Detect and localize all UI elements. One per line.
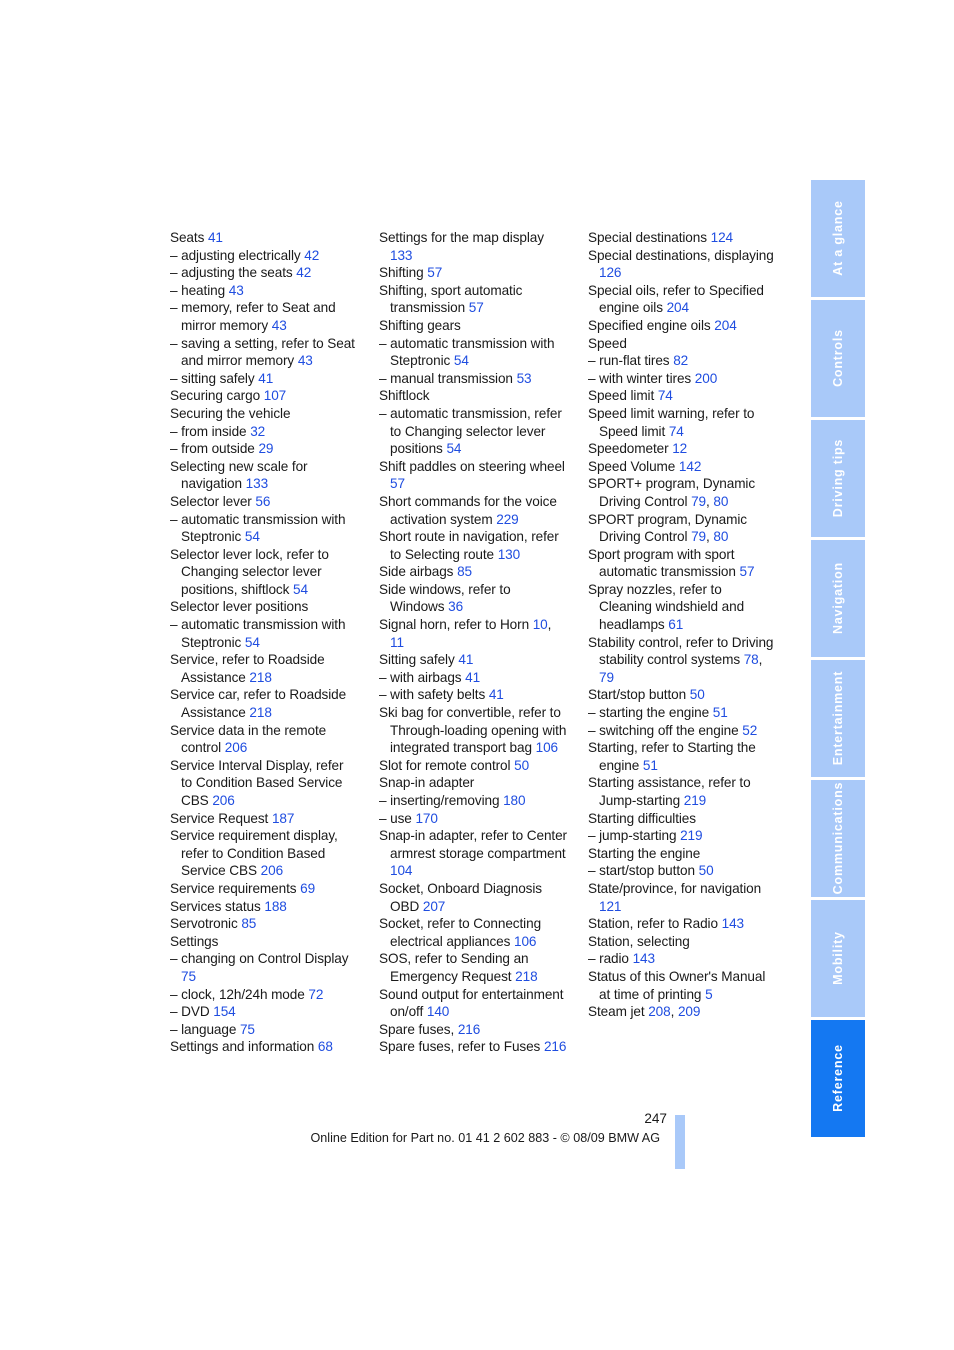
index-entry-text: Short route in navigation, refer to Selecting route — [379, 529, 559, 562]
index-entry-text: Selector lever positions — [170, 599, 309, 615]
index-entry-text: Special destinations — [588, 230, 707, 245]
page-link[interactable]: 54 — [446, 441, 462, 457]
index-column-2 — [379, 229, 567, 1056]
page-link[interactable]: 104 — [390, 863, 413, 879]
page-link[interactable]: 42 — [296, 265, 312, 281]
page-link[interactable]: 206 — [212, 793, 235, 808]
index-entry — [379, 528, 567, 563]
sidebar-tab[interactable] — [811, 180, 865, 297]
index-entry — [588, 722, 776, 740]
index-entry-text: Sport program with sport automatic transmission — [588, 546, 736, 580]
page-link[interactable]: 204 — [714, 317, 737, 333]
index-entry — [170, 247, 358, 265]
index-entry-text: Snap-in adapter — [379, 775, 475, 791]
index-entry-text: – saving a setting, refer to Seat and mirror memory — [170, 335, 355, 369]
index-entry-text: Securing cargo — [170, 388, 261, 404]
index-entry-text: – from outside — [170, 441, 255, 457]
index-entry-text: SOS, refer to Sending an Emergency Request — [379, 951, 529, 984]
sidebar-tab-label: Controls — [831, 329, 845, 387]
index-entry — [170, 546, 358, 599]
index-entry — [170, 986, 358, 1004]
page-link[interactable]: 51 — [642, 757, 658, 773]
index-entry — [588, 458, 776, 476]
index-entry-text: Service Request — [170, 810, 269, 826]
sidebar-tab[interactable] — [811, 420, 865, 537]
index-entry — [170, 933, 358, 951]
index-entry — [170, 1003, 358, 1021]
index-entry-text: Side windows, refer to Windows — [379, 581, 511, 615]
page-link[interactable]: 80 — [713, 493, 729, 509]
index-entry — [379, 317, 567, 335]
page-link[interactable]: 143 — [721, 916, 745, 932]
index-entry — [588, 387, 776, 405]
index-entry-text: Spare fuses, — [379, 1021, 455, 1037]
index-entry-text: Speed limit warning, refer to Speed limit — [588, 405, 755, 439]
page-link[interactable]: 54 — [293, 581, 308, 597]
sidebar-tab[interactable] — [811, 1020, 865, 1137]
footer-edition: Online Edition for Part no. 01 41 2 602 883 - © 08/09 BMW AG — [310, 1131, 660, 1145]
index-entry — [588, 440, 776, 458]
page-link[interactable]: 43 — [228, 282, 244, 298]
index-entry-text: Settings for the map display — [379, 230, 544, 245]
index-entry — [379, 651, 567, 669]
index-entry: Signal horn, refer to Horn 10, 11 — [379, 617, 552, 650]
index-entry — [170, 686, 358, 721]
page-link[interactable]: 78 — [743, 652, 759, 668]
index-entry-text: Sitting safely — [379, 652, 455, 668]
index-entry — [170, 440, 358, 458]
index-entry-text: – run-flat tires — [588, 353, 670, 369]
index-entry-text: Special oils, refer to Specified engine oils — [588, 282, 764, 316]
index-entry-text: Signal horn, refer to Horn — [379, 617, 530, 633]
page-link[interactable]: 43 — [297, 353, 313, 369]
index-entry-text: Starting the engine — [588, 845, 701, 861]
page-link[interactable]: 200 — [694, 370, 718, 386]
index-entry — [379, 757, 567, 775]
index-column-3 — [588, 229, 776, 1021]
index-entry-text: – automatic transmission with Steptronic — [170, 511, 346, 545]
index-entry-text: Shifting — [379, 265, 424, 281]
index-entry-text: – automatic transmission with Steptronic — [379, 335, 555, 369]
page-link[interactable]: 69 — [300, 880, 316, 896]
index-entry-text: Selector lever lock, refer to Changing selector lever positions, shiftlock — [170, 546, 329, 597]
page-link[interactable]: 57 — [468, 300, 484, 316]
index-entry-text: Socket, Onboard Diagnosis OBD — [379, 880, 542, 914]
index-entry — [170, 880, 358, 898]
index-entry-text: – DVD — [170, 1004, 210, 1020]
index-entry — [588, 282, 776, 317]
page-number: 247 — [644, 1111, 667, 1126]
index-entry-text: Ski bag for convertible, refer to Through-loading opening with integrated transport bag — [379, 705, 567, 756]
index-entry — [588, 810, 776, 828]
index-entry — [379, 581, 567, 616]
index-entry — [170, 370, 358, 388]
index-entry — [170, 1021, 358, 1039]
index-entry — [170, 423, 358, 441]
index-entry-text: – use — [379, 810, 412, 826]
sidebar-tab[interactable] — [811, 660, 865, 777]
index-entry-text: – with winter tires — [588, 370, 692, 386]
index-entry-text: SPORT program, Dynamic Driving Control — [588, 511, 747, 545]
page-link[interactable]: 187 — [271, 810, 295, 826]
index-entry-text: Seats — [170, 230, 205, 245]
index-entry — [588, 827, 776, 845]
index-entry — [588, 704, 776, 722]
index-entry-text: Speed — [588, 335, 627, 351]
index-entry-text: Settings — [170, 933, 219, 949]
index-entry-text: – changing on Control Display — [170, 951, 349, 967]
index-entry-text: – from inside — [170, 423, 247, 439]
index-entry-text: Shiftlock — [379, 388, 430, 404]
index-entry — [588, 915, 776, 933]
index-entry — [379, 1021, 567, 1039]
index-entry — [170, 493, 358, 511]
footer-bar — [675, 1115, 685, 1169]
page-link[interactable]: 41 — [258, 370, 274, 386]
index-entry-text: Special destinations, displaying — [588, 247, 774, 263]
index-entry — [379, 370, 567, 388]
index-entry-text: Stability control, refer to Driving stability control systems — [588, 634, 774, 668]
index-entry-text: Short commands for the voice activation system — [379, 493, 557, 527]
index-entry-text: Service car, refer to Roadside Assistance — [170, 687, 347, 721]
page-link[interactable]: 219 — [683, 793, 707, 808]
index-entry — [588, 370, 776, 388]
page-link[interactable]: 75 — [239, 1021, 255, 1037]
index-entry-text: Station, refer to Radio — [588, 916, 718, 932]
index-entry — [588, 335, 776, 353]
sidebar-tab-label: Mobility — [831, 931, 845, 985]
index-entry — [379, 774, 567, 792]
index-entry — [379, 229, 567, 264]
index-entry-text: Speed limit — [588, 388, 655, 404]
index-entry-text: Service requirement display, refer to Condition Based Service CBS — [170, 828, 338, 879]
index-entry — [588, 686, 776, 704]
page-link[interactable]: 5 — [705, 986, 713, 1002]
index-entry-text: – automatic transmission with Steptronic — [170, 617, 346, 650]
index-entry-text: Service requirements — [170, 880, 297, 896]
index-entry-text: Service Interval Display, refer to Condition Based Service CBS — [170, 757, 344, 808]
index-entry — [170, 651, 358, 686]
page-link[interactable]: 41 — [207, 230, 223, 245]
sidebar-tab-label: Entertainment — [831, 670, 845, 766]
index-entry — [170, 458, 358, 493]
page-link[interactable]: 130 — [497, 546, 521, 562]
index-entry-text: Snap-in adapter, refer to Center armrest storage compartment — [379, 828, 567, 861]
page-link[interactable]: 57 — [427, 265, 443, 281]
page-link[interactable]: 75 — [181, 968, 196, 984]
index-entry — [379, 880, 567, 915]
page-link[interactable]: 218 — [249, 669, 272, 685]
index-entry-text: Status of this Owner's Manual at time of printing — [588, 968, 766, 1002]
index-entry — [588, 968, 776, 1003]
page-link[interactable]: 50 — [698, 863, 714, 879]
page-link[interactable]: 51 — [712, 705, 728, 721]
index-entry-text: – manual transmission — [379, 370, 513, 386]
page-link[interactable]: 36 — [448, 599, 464, 615]
index-entry — [588, 405, 776, 440]
index-entry — [588, 739, 776, 774]
page-link[interactable]: 218 — [515, 968, 538, 984]
index-entry — [379, 282, 567, 317]
index-entry-text: Socket, refer to Connecting electrical appliances — [379, 916, 542, 949]
index-entry-text: Station, selecting — [588, 933, 690, 949]
index-entry: SPORT program, Dynamic Driving Control 79, 80 — [588, 511, 747, 545]
index-entry-text: – heating — [170, 282, 226, 298]
index-entry — [588, 862, 776, 880]
index-entry-text: State/province, for navigation — [588, 880, 762, 896]
index-column-1 — [170, 229, 358, 1056]
page-link[interactable]: 50 — [689, 687, 705, 703]
page-link[interactable]: 79 — [691, 493, 707, 509]
index-entry — [170, 616, 358, 651]
index-entry — [588, 352, 776, 370]
index-entry — [379, 493, 567, 528]
index-entry-text: Selecting new scale for navigation — [170, 458, 308, 492]
index-entry-text: – language — [170, 1021, 237, 1037]
page-link[interactable]: 143 — [632, 951, 655, 967]
page-link[interactable]: 206 — [224, 740, 248, 756]
page-link[interactable]: 42 — [304, 247, 320, 263]
page-link[interactable]: 206 — [260, 863, 284, 879]
index-entry-text: – adjusting the seats — [170, 265, 293, 281]
index-entry — [588, 247, 776, 282]
index-entry-text: – automatic transmission, refer to Changing selector lever positions — [379, 405, 562, 457]
page-link[interactable]: 85 — [457, 564, 472, 580]
page-link[interactable]: 12 — [672, 441, 688, 457]
index-entry-text: Speed Volume — [588, 458, 676, 474]
page-link[interactable]: 41 — [465, 669, 481, 685]
index-entry-text: Start/stop button — [588, 687, 687, 703]
sidebar-tab[interactable] — [811, 300, 865, 417]
index-entry — [379, 387, 567, 405]
page-link[interactable]: 61 — [668, 617, 684, 633]
page-link[interactable]: 74 — [668, 423, 684, 439]
index-entry-text: – clock, 12h/24h mode — [170, 986, 305, 1002]
index-entry — [170, 282, 358, 300]
sidebar-tab[interactable] — [811, 780, 865, 897]
index-entry-text: Selector lever — [170, 493, 252, 509]
index-entry — [379, 563, 567, 581]
page-link[interactable]: 121 — [599, 898, 622, 914]
page-link[interactable]: 219 — [680, 828, 703, 844]
sidebar-tab[interactable] — [811, 900, 865, 1017]
index-entry — [588, 950, 776, 968]
index-entry-text: Services status — [170, 898, 261, 914]
index-entry-text: – memory, refer to Seat and mirror memory — [170, 300, 336, 333]
index-entry-text: – starting the engine — [588, 705, 710, 721]
index-entry — [170, 757, 358, 810]
index-entry — [379, 915, 567, 950]
page-link[interactable]: 82 — [673, 353, 689, 369]
index-entry-text: – jump-starting — [588, 828, 677, 844]
index-entry — [379, 810, 567, 828]
index-entry-text: – sitting safely — [170, 370, 255, 386]
page-link[interactable]: 56 — [255, 493, 271, 509]
index-entry — [379, 704, 567, 757]
page-link[interactable]: 133 — [245, 476, 269, 492]
index-entry — [170, 264, 358, 282]
page-link[interactable]: 126 — [599, 265, 622, 281]
index-entry — [170, 915, 358, 933]
page-link[interactable]: 80 — [713, 529, 729, 545]
section-sidebar — [811, 180, 865, 1167]
index-entry-text: – inserting/removing — [379, 793, 500, 808]
index-entry — [379, 792, 567, 810]
page-link[interactable]: 107 — [263, 388, 287, 404]
index-entry-text: Starting, refer to Starting the engine — [588, 740, 756, 773]
index-entry-text: – with airbags — [379, 669, 462, 685]
page-link[interactable]: 208 — [648, 1004, 671, 1020]
index-entry-text: Settings and information — [170, 1039, 315, 1055]
index-entry-text: Service, refer to Roadside Assistance — [170, 652, 325, 685]
index-entry — [170, 387, 358, 405]
index-entry: Steam jet 208, 209 — [588, 1004, 701, 1020]
index-entry — [588, 581, 776, 634]
index-entry: Stability control, refer to Driving stability control systems 78, 79 — [588, 634, 774, 685]
index-entry-text: SPORT+ program, Dynamic Driving Control — [588, 476, 756, 509]
index-entry — [170, 810, 358, 828]
page-link[interactable]: 204 — [666, 300, 689, 316]
index-entry-text: Servotronic — [170, 916, 238, 932]
page-link[interactable]: 142 — [678, 458, 702, 474]
index-entry — [379, 827, 567, 880]
page-link[interactable]: 170 — [415, 810, 438, 826]
index-entry-text: Spray nozzles, refer to Cleaning windshield and headlamps — [588, 581, 745, 633]
page-link[interactable]: 79 — [691, 529, 707, 545]
index-entry — [379, 986, 567, 1021]
index-entry: SPORT+ program, Dynamic Driving Control 79, 80 — [588, 476, 756, 509]
index-entry-text: – radio — [588, 951, 629, 967]
page-link[interactable]: 216 — [543, 1039, 567, 1055]
index-entry — [379, 264, 567, 282]
index-entry-text: Shifting gears — [379, 317, 461, 333]
index-entry-text: Slot for remote control — [379, 757, 511, 773]
index-entry — [170, 898, 358, 916]
index-entry — [170, 1038, 358, 1056]
index-entry-text: Shift paddles on steering wheel — [379, 458, 565, 474]
index-entry-text: Specified engine oils — [588, 317, 711, 333]
page-link[interactable]: 57 — [739, 564, 755, 580]
index-entry-text: – switching off the engine — [588, 722, 739, 738]
index-entry — [588, 880, 776, 915]
index-entry-text: Shifting, sport automatic transmission — [379, 282, 523, 316]
index-entry — [588, 774, 776, 809]
page-link[interactable]: 133 — [390, 247, 413, 263]
page-link[interactable]: 52 — [742, 722, 758, 738]
index-entry-text: Speedometer — [588, 441, 669, 457]
index-entry — [379, 458, 567, 493]
page-link[interactable]: 54 — [453, 353, 469, 369]
sidebar-tab[interactable] — [811, 540, 865, 657]
index-entry — [588, 229, 776, 247]
page-link[interactable]: 10 — [532, 617, 548, 633]
page-link[interactable]: 74 — [657, 388, 673, 404]
page-link[interactable]: 41 — [488, 687, 504, 703]
index-entry-text: Service data in the remote control — [170, 722, 327, 756]
page-link[interactable]: 57 — [390, 476, 405, 492]
page-link[interactable]: 124 — [710, 230, 733, 245]
page-link[interactable]: 29 — [258, 441, 274, 457]
sidebar-tab-label: Driving tips — [831, 438, 845, 518]
index-entry-text: – start/stop button — [588, 863, 695, 879]
page-link[interactable]: 54 — [244, 634, 260, 650]
index-entry-text: Starting assistance, refer to Jump-starting — [588, 775, 751, 808]
page-link[interactable]: 218 — [249, 705, 272, 721]
index-entry — [170, 405, 358, 423]
index-entry — [588, 933, 776, 951]
page-link[interactable]: 229 — [496, 511, 519, 527]
page-link[interactable]: 216 — [457, 1021, 481, 1037]
page-link[interactable]: 188 — [264, 898, 287, 914]
page-link[interactable]: 43 — [271, 317, 287, 333]
sidebar-tab-label: At a glance — [831, 200, 845, 276]
index-entry — [170, 598, 358, 616]
index-entry-text: Spare fuses, refer to Fuses — [379, 1039, 541, 1055]
index-entry-text: Starting difficulties — [588, 810, 696, 826]
index-entry — [379, 950, 567, 985]
page-link[interactable]: 68 — [317, 1039, 333, 1055]
index-entry — [379, 686, 567, 704]
index-entry — [379, 335, 567, 370]
page-link[interactable]: 207 — [422, 898, 446, 914]
page-link[interactable]: 54 — [244, 529, 260, 545]
index-entry — [379, 669, 567, 687]
index-entry — [170, 299, 358, 334]
index-entry — [170, 335, 358, 370]
index-entry — [170, 229, 358, 247]
index-entry-text: Securing the vehicle — [170, 405, 291, 421]
index-entry-text: Steam jet — [588, 1004, 645, 1020]
index-entry-text: Sound output for entertainment on/off — [379, 986, 564, 1020]
sidebar-tab-label: Communications — [831, 781, 845, 895]
page-link[interactable]: 53 — [516, 370, 532, 386]
index-entry — [588, 317, 776, 335]
page-link[interactable]: 106 — [514, 933, 537, 949]
sidebar-tab-label: Navigation — [831, 562, 845, 634]
page-link[interactable]: 209 — [677, 1004, 701, 1020]
index-entry — [588, 845, 776, 863]
page-link[interactable]: 72 — [308, 986, 324, 1002]
index-entry — [170, 827, 358, 880]
page-link[interactable]: 79 — [599, 669, 614, 685]
page-link[interactable]: 180 — [503, 793, 526, 808]
page-link[interactable]: 140 — [426, 1004, 450, 1020]
page-link[interactable]: 106 — [535, 740, 559, 756]
index-entry-text: – adjusting electrically — [170, 247, 301, 263]
index-entry — [588, 546, 776, 581]
index-entry — [379, 1038, 567, 1056]
page-link[interactable]: 32 — [250, 423, 266, 439]
index-entry — [170, 950, 358, 985]
index-entry — [170, 722, 358, 757]
index-entry-text: Side airbags — [379, 564, 454, 580]
page-link[interactable]: 154 — [213, 1004, 236, 1020]
index-entry — [379, 405, 567, 458]
page-link[interactable]: 41 — [458, 652, 474, 668]
index-entry-text: – with safety belts — [379, 687, 486, 703]
page-link[interactable]: 11 — [390, 634, 404, 650]
page-link[interactable]: 50 — [514, 757, 530, 773]
index-entry — [170, 511, 358, 546]
sidebar-tab-label: Reference — [831, 1044, 845, 1112]
page-link[interactable]: 85 — [241, 916, 257, 932]
